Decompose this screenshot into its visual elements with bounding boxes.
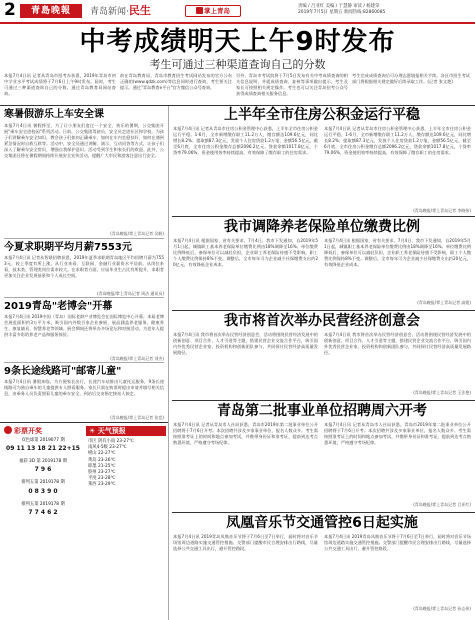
mid-headline-2: 我市调降养老保险单位缴费比例 [224, 219, 420, 235]
left-credit-4: (青岛晚报/掌上青岛记者 张竞) [110, 415, 164, 420]
app-icon [196, 7, 203, 14]
left-headline-3: 2019青岛"老博会"开幕 [4, 301, 113, 312]
mid-credit-3: (青岛晚报/掌上青岛记者 王法艳) [413, 390, 471, 395]
mid-divider-3 [172, 400, 475, 401]
left-credit-1: (青岛晚报/掌上青岛记者 吴帆) [110, 231, 164, 236]
lead-col-2: 前在青岛教育局、青岛市教育招生考试网站发布的官方公布正确的(www.qdzk.com)等信息同时进行查询，考生要关注提示。通过"青岛教育e平台"官方微信公众号查询。 [120, 73, 232, 90]
editor-line: 责编 / 吕亚红 美编 / 于慧静 审读 / 杨建荣 [298, 4, 380, 9]
mid-headline-5: 凤凰音乐节交通管控6日起实施 [226, 515, 418, 531]
mid-credit-5: (青岛晚报/掌上青岛记者 孙志伟) [413, 606, 471, 611]
lead-divider [0, 105, 475, 106]
left-headline-4: 9条长途线路可"邮寄儿童" [4, 366, 122, 377]
weather-row: 莱西 23-29℃ [88, 482, 116, 488]
masthead-rule [0, 22, 475, 24]
mid-body-3b: 本报7月4日讯 我市将首次举办民营经济创意会，活动将围绕民营经济发展中的创新创意、项目合作、人才引进等主题，搭建民营企业交流合作平台，吸引国内外优秀民营企业家、投资机构和创新团队参与，共同探讨民营经济高质量发展路径。 [324, 332, 471, 355]
paper-logo: 青島晚報 [20, 4, 82, 18]
mid-credit-4: (青岛晚报/掌上青岛记者 吕亚红) [413, 502, 471, 507]
mid-body-4b: 本报7月4日讯 记者从青岛市人社局获悉，青岛市2019年第二批事业单位公开招聘将于7月6日开考。本次招聘共涉及多家事业单位，报名人数众多。考生需按照准考证上的时间和地点参加考试，并携带身份证和准考证，提前到达考点熟悉环境，严格遵守考场纪律。 [324, 422, 471, 445]
mid-headline-3: 我市将首次举办民营经济创意会 [224, 313, 420, 329]
mid-divider-2 [172, 310, 475, 311]
weather-row: 市区 阴有小雨 23-27℃ [88, 439, 134, 444]
weather-row: 平度 23-28℃ [88, 476, 116, 482]
weather-row: 胶州 23-27℃ [88, 470, 116, 476]
lottery-draw-numbers: 7 9 6 [34, 466, 52, 474]
mid-body-1b: 本报7月4日讯 记者从青岛市住房公积金管理中心获悉，上半年全市住房公积金运行平稳。1-6月，全市新增缴存职工11.2万人，缴存额达109.6亿元，同比增长8.2%；提取额87.3亿元，发放个人住房贷款1.2万笔、金额56.5亿元。截至6月底，全市住房公积金缴存总额2096.2亿元，贷款余额1017.8亿元，个贷率79.06%，资金使用效率持续提高，有效保障了缴存职工的住房需求。 [324, 126, 471, 155]
left-divider-4 [0, 422, 168, 423]
mid-credit-2: (青岛晚报/掌上青岛记者 高媛) [417, 300, 471, 305]
lead-headline: 中考成绩明天上午9时发布 [79, 27, 396, 57]
left-body-4: 本报7月4日讯 暑假来临，为方便家长出行，长途汽车站推出儿童托运服务，9条长途线路可为独自乘车的儿童提供专人照看服务。家长只需在购票时提出申请并填写相关信息，由乘务人员负责照看儿童的乘车安全，到站后交由指定接站人接走。 [4, 379, 164, 396]
page-number: 2 [4, 0, 16, 20]
lottery-logo [4, 426, 82, 436]
left-headline-1: 寒暑假游乐上车安全课 [4, 109, 104, 120]
lottery-title: 彩票开奖 [14, 427, 42, 435]
weather-row: 黄岛 23-26℃ [88, 457, 116, 463]
mid-credit-1: (青岛晚报/掌上青岛记者 李晓伟) [413, 208, 471, 213]
left-credit-3: (青岛晚报/掌上青岛记者 刘杰) [110, 356, 164, 361]
column-divider [168, 106, 169, 620]
mid-body-1a: 本报7月4日讯 记者从青岛市住房公积金管理中心获悉，上半年全市住房公积金运行平稳。1-6月，全市新增缴存职工11.2万人，缴存额达109.6亿元，同比增长8.2%；提取额87.3亿元，发放个人住房贷款1.2万笔、金额56.5亿元。截至6月底，全市住房公积金缴存总额2096.2亿元，贷款余额1017.8亿元，个贷率79.06%，资金使用效率持续提高，有效保障了缴存职工的住房需求。 [173, 126, 318, 155]
mid-body-5a: 本报7月4日讯 2019青岛凤凰音乐节将于7月6日至7日举行，届时将对音乐节场馆周边道路实施交通管控措施。交警部门提醒市民合理安排出行路线，尽量选择公共交通工具出行，避开管控路段。 [173, 534, 318, 551]
weather-row: 即墨 21-25℃ [88, 463, 116, 469]
left-headline-2: 今夏求职期平均月薪7553元 [4, 242, 132, 253]
app-name: 掌上青岛 [204, 7, 230, 15]
weather-title-text: 天气预报 [97, 427, 126, 435]
mid-body-4a: 本报7月4日讯 记者从青岛市人社局获悉，青岛市2019年第二批事业单位公开招聘将于7月6日开考。本次招聘共涉及多家事业单位，报名人数众多。考生需按照准考证上的时间和地点参加考试，并携带身份证和准考证，提前到达考点熟悉环境，严格遵守考场纪律。 [173, 422, 318, 445]
lottery-draw-numbers: 0 8 3 9 0 [28, 487, 58, 495]
app-badge [185, 5, 241, 17]
column-main: 民生 [128, 4, 151, 17]
left-divider-1 [4, 238, 164, 239]
lottery-draw-label: 排列五第 2019178 期 [21, 501, 65, 507]
date-line: 2019年7月5日 星期五 新闻热线:82860085 [298, 10, 386, 15]
column-prefix: 青岛新闻· [90, 7, 129, 17]
lottery-draw-label: 双色球第 2019077 期 [21, 438, 65, 443]
mid-headline-1: 上半年全市住房公积金运行平稳 [224, 107, 420, 123]
lead-col-4: 考生完成成绩查询后可办理志愿填报相关手续。各区市招生考试部门将根据相关规定做好后续录取工作。(记者 张文艳) [352, 73, 470, 84]
left-credit-2: (青岛晚报/掌上青岛记者 周洁 通讯员) [96, 291, 164, 296]
left-divider-3 [4, 362, 164, 363]
weather-title [86, 426, 166, 436]
lottery-box [4, 426, 82, 616]
lead-subhead: 考生可通过三种渠道查询自己的分数 [149, 58, 326, 71]
masthead [0, 0, 475, 22]
lottery-list [4, 438, 82, 517]
left-body-1: 本报7月4日讯 暑假将至，为了让小朋友们度过一个安全、快乐的暑期，公交集团开展"乘车安全进校园"系列活动。日前，公交集团驾驶员、安全员走进社区和学校，为孩子们讲解乘车安全知识，教会孩子们如何正确乘车、如何在车内坐稳扶好、如何在遇到紧急情况时自救互救等。活动中，安全员通过讲解、演示、互动问答等方式，让孩子们深入了解乘车安全常识，增强自我保护意识。活动受到学生和家长们的欢迎。此外，公交集团还将在暑假期间持续开展安全宣传活动，提醒广大市民和游客注意出行安全。 [4, 123, 164, 158]
lottery-icon [4, 426, 12, 434]
sun-icon: ☀ [89, 427, 98, 435]
mid-headline-4: 青岛第二批事业单位招聘周六开考 [217, 403, 427, 419]
mid-body-2b: 本报7月4日讯 根据国家、省有关要求，7月4日，我市下发通知，自2019年5月1日起，城镇职工基本养老保险单位缴费比例由18%调降至16%。单位缴费比例降低后，参保单位可以减轻负担，企业职工养老保险待遇不受影响，职工个人缴费比例保持8%不变。调整后，全市每年可为企业减少社保缴费支出约20亿元，有效降低企业成本。 [324, 238, 471, 267]
lottery-draw-label: 福彩 3D 第 2019178 期 [19, 459, 67, 465]
lead-col-1: 本报7月4日讯 记者从青岛市招考办获悉，2019年青岛市初中学业水平考试成绩将于7月6日上午9时发布。届时，考生可通过三种渠道查询自己的分数。通过青岛教育局网站查询。 [4, 73, 116, 96]
mid-body-2a: 本报7月4日讯 根据国家、省有关要求，7月4日，我市下发通知，自2019年5月1日起，城镇职工基本养老保险单位缴费比例由18%调降至16%。单位缴费比例降低后，参保单位可以减轻负担，企业职工养老保险待遇不受影响，职工个人缴费比例保持8%不变。调整后，全市每年可为企业减少社保缴费支出约20亿元，有效降低企业成本。 [173, 238, 318, 267]
mid-body-3a: 本报7月4日讯 我市将首次举办民营经济创意会，活动将围绕民营经济发展中的创新创意、项目合作、人才引进等主题，搭建民营企业交流合作平台，吸引国内外优秀民营企业家、投资机构和创新团队参与，共同探讨民营经济高质量发展路径。 [173, 332, 318, 355]
weather-row: 崂山 22-27℃ [88, 451, 116, 457]
weather-row: 南风4-5级 23-27℃ [88, 445, 127, 451]
weather-list [86, 439, 166, 489]
lottery-draw-numbers: 7 7 4 6 2 [28, 508, 58, 516]
masthead-meta [298, 4, 473, 16]
mid-divider-4 [172, 512, 475, 513]
left-body-3: 本报7月4日讯 2019中国（青岛）国际老龄产业博览会在国际博览中心开幕。本届老博会展览面积约3万平方米，吸引国内外数百家企业参展，展品涵盖养老服务、健康养生、康复辅具、智慧养老等领域。展会期间还将举办多场论坛和对接活动，为老年人提供丰富多彩的养老产品和服务体验。 [4, 314, 164, 337]
left-divider-2 [4, 297, 164, 298]
left-body-2: 本报7月4日讯 记者从智联招聘获悉，2019年夏季求职期青岛地区平均招聘月薪为7553元，较上季度有所上涨。从行业来看，互联网、金融行业薪资水平居前。从岗位来看，技术类、管理类岗位需求较大。在求职者方面，应届毕业生占比有所提升，求职者更加关注企业发展前景和个人成长空间。 [4, 255, 164, 278]
mid-divider-1 [172, 216, 475, 217]
weather-box [86, 426, 166, 616]
column-title [90, 4, 151, 19]
lottery-draw-numbers: 09 11 13 18 21 22+15 [6, 445, 80, 453]
lottery-draw-label: 排列五第 2019178 期 [21, 480, 65, 486]
lead-col-3: 另外，青岛市考试院将于7月5日发布有关中考成绩查询的相关信息说明，并就成绩查询、复核等事项做出提示，考生及家长可按照相关规定操作。考生也可以关注青岛招考公众号获得成绩查询相关服务信息。 [236, 73, 348, 96]
mid-body-5b: 本报7月4日讯 2019青岛凤凰音乐节将于7月6日至7日举行，届时将对音乐节场馆周边道路实施交通管控措施。交警部门提醒市民合理安排出行路线，尽量选择公共交通工具出行，避开管控路段。 [324, 534, 471, 551]
